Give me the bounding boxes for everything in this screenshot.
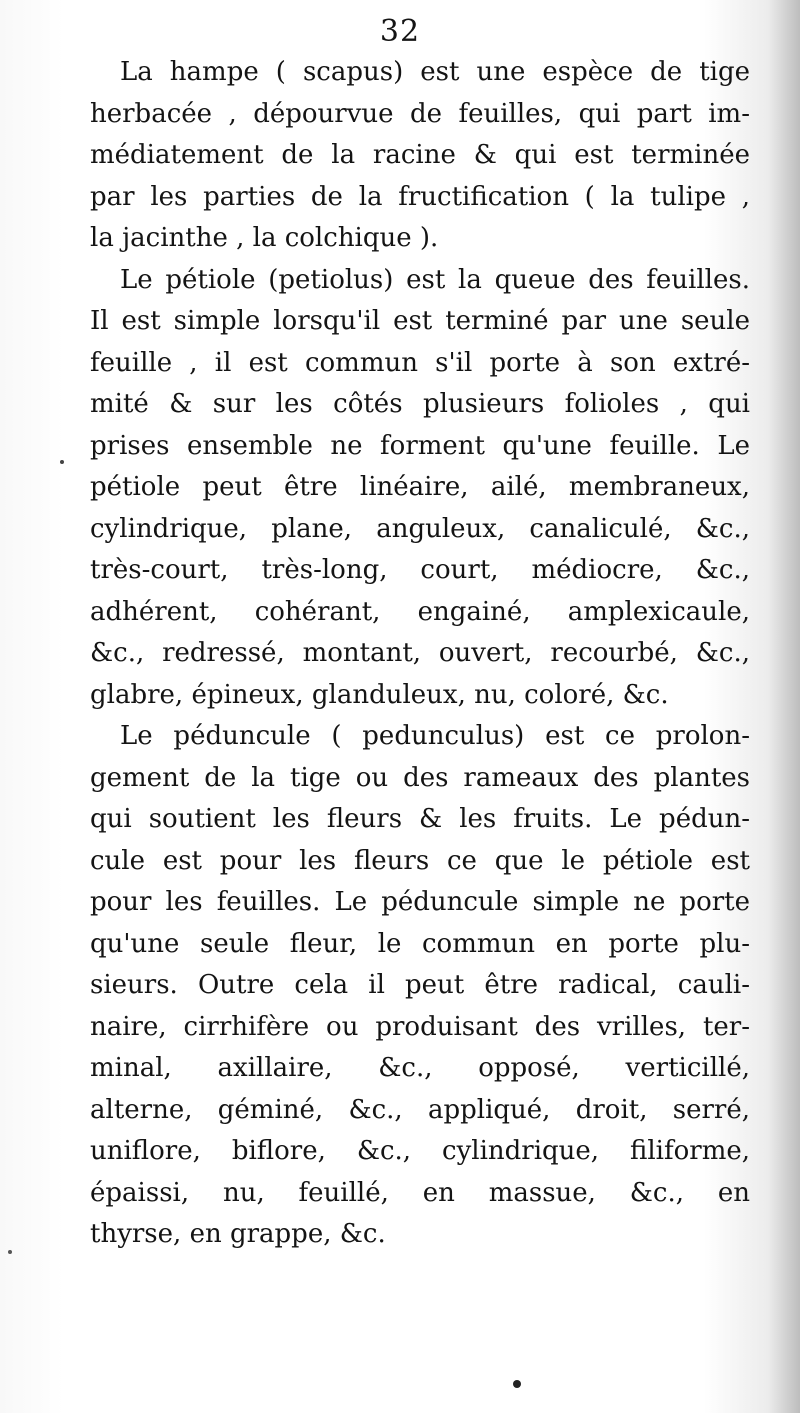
ink-spot xyxy=(60,460,64,464)
text-line: herbacée , dépourvue de feuilles, qui part im- xyxy=(90,98,750,129)
text-line: uniflore, biflore, &c., cylindrique, filiforme, xyxy=(90,1136,750,1166)
text-line: minal, axillaire, &c., opposé, verticillé, xyxy=(90,1053,750,1083)
text-line: feuille , il est commun s'il porte à son extré- xyxy=(90,347,750,378)
text-line: prises ensemble ne forment qu'une feuille. Le xyxy=(90,430,750,461)
text-line: Le pétiole (petiolus) est la queue des feuilles. xyxy=(120,264,750,295)
text-line: épaissi, nu, feuillé, en massue, &c., en xyxy=(90,1177,750,1208)
text-line: pour les feuilles. Le péduncule simple ne porte xyxy=(90,887,750,917)
text-line: mité & sur les côtés plusieurs folioles , qui xyxy=(90,389,750,419)
ink-spot xyxy=(8,1250,12,1254)
text-line: &c., redressé, montant, ouvert, recourbé, &c., xyxy=(90,638,750,668)
text-line: qui soutient les fleurs & les fruits. Le pédun- xyxy=(90,804,750,834)
text-line: gement de la tige ou des rameaux des plantes xyxy=(90,762,750,793)
text-line: médiatement de la racine & qui est terminée xyxy=(90,140,750,170)
text-line: qu'une seule fleur, le commun en porte plu- xyxy=(90,928,750,959)
ink-spot xyxy=(513,1380,521,1388)
text-line: cylindrique, plane, anguleux, canaliculé, &c., xyxy=(90,513,750,544)
text-line: adhérent, cohérant, engainé, amplexicaule, xyxy=(90,596,750,627)
text-line: pétiole peut être linéaire, ailé, membraneux, xyxy=(90,472,750,502)
text-line: glabre, épineux, glanduleux, nu, coloré, &c. xyxy=(90,679,669,710)
body-text xyxy=(90,52,750,1256)
text-line: La hampe ( scapus) est une espèce de tige xyxy=(120,57,750,87)
text-line: thyrse, en grappe, &c. xyxy=(90,1219,386,1249)
text-line: cule est pour les fleurs ce que le pétiole est xyxy=(90,845,750,876)
page-number: 32 xyxy=(379,14,421,49)
text-line: par les parties de la fructification ( la tulipe , xyxy=(90,181,750,212)
text-line: la jacinthe , la colchique ). xyxy=(90,223,439,253)
text-line: sieurs. Outre cela il peut être radical, cauli- xyxy=(90,970,750,1000)
text-line: très-court, très-long, court, médiocre, &c., xyxy=(90,555,750,585)
text-line: naire, cirrhifère ou produisant des vrilles, ter- xyxy=(90,1011,750,1042)
text-line: alterne, géminé, &c., appliqué, droit, serré, xyxy=(90,1094,750,1125)
text-line: Il est simple lorsqu'il est terminé par une seule xyxy=(90,306,750,336)
text-line: Le péduncule ( pedunculus) est ce prolon- xyxy=(120,721,750,751)
